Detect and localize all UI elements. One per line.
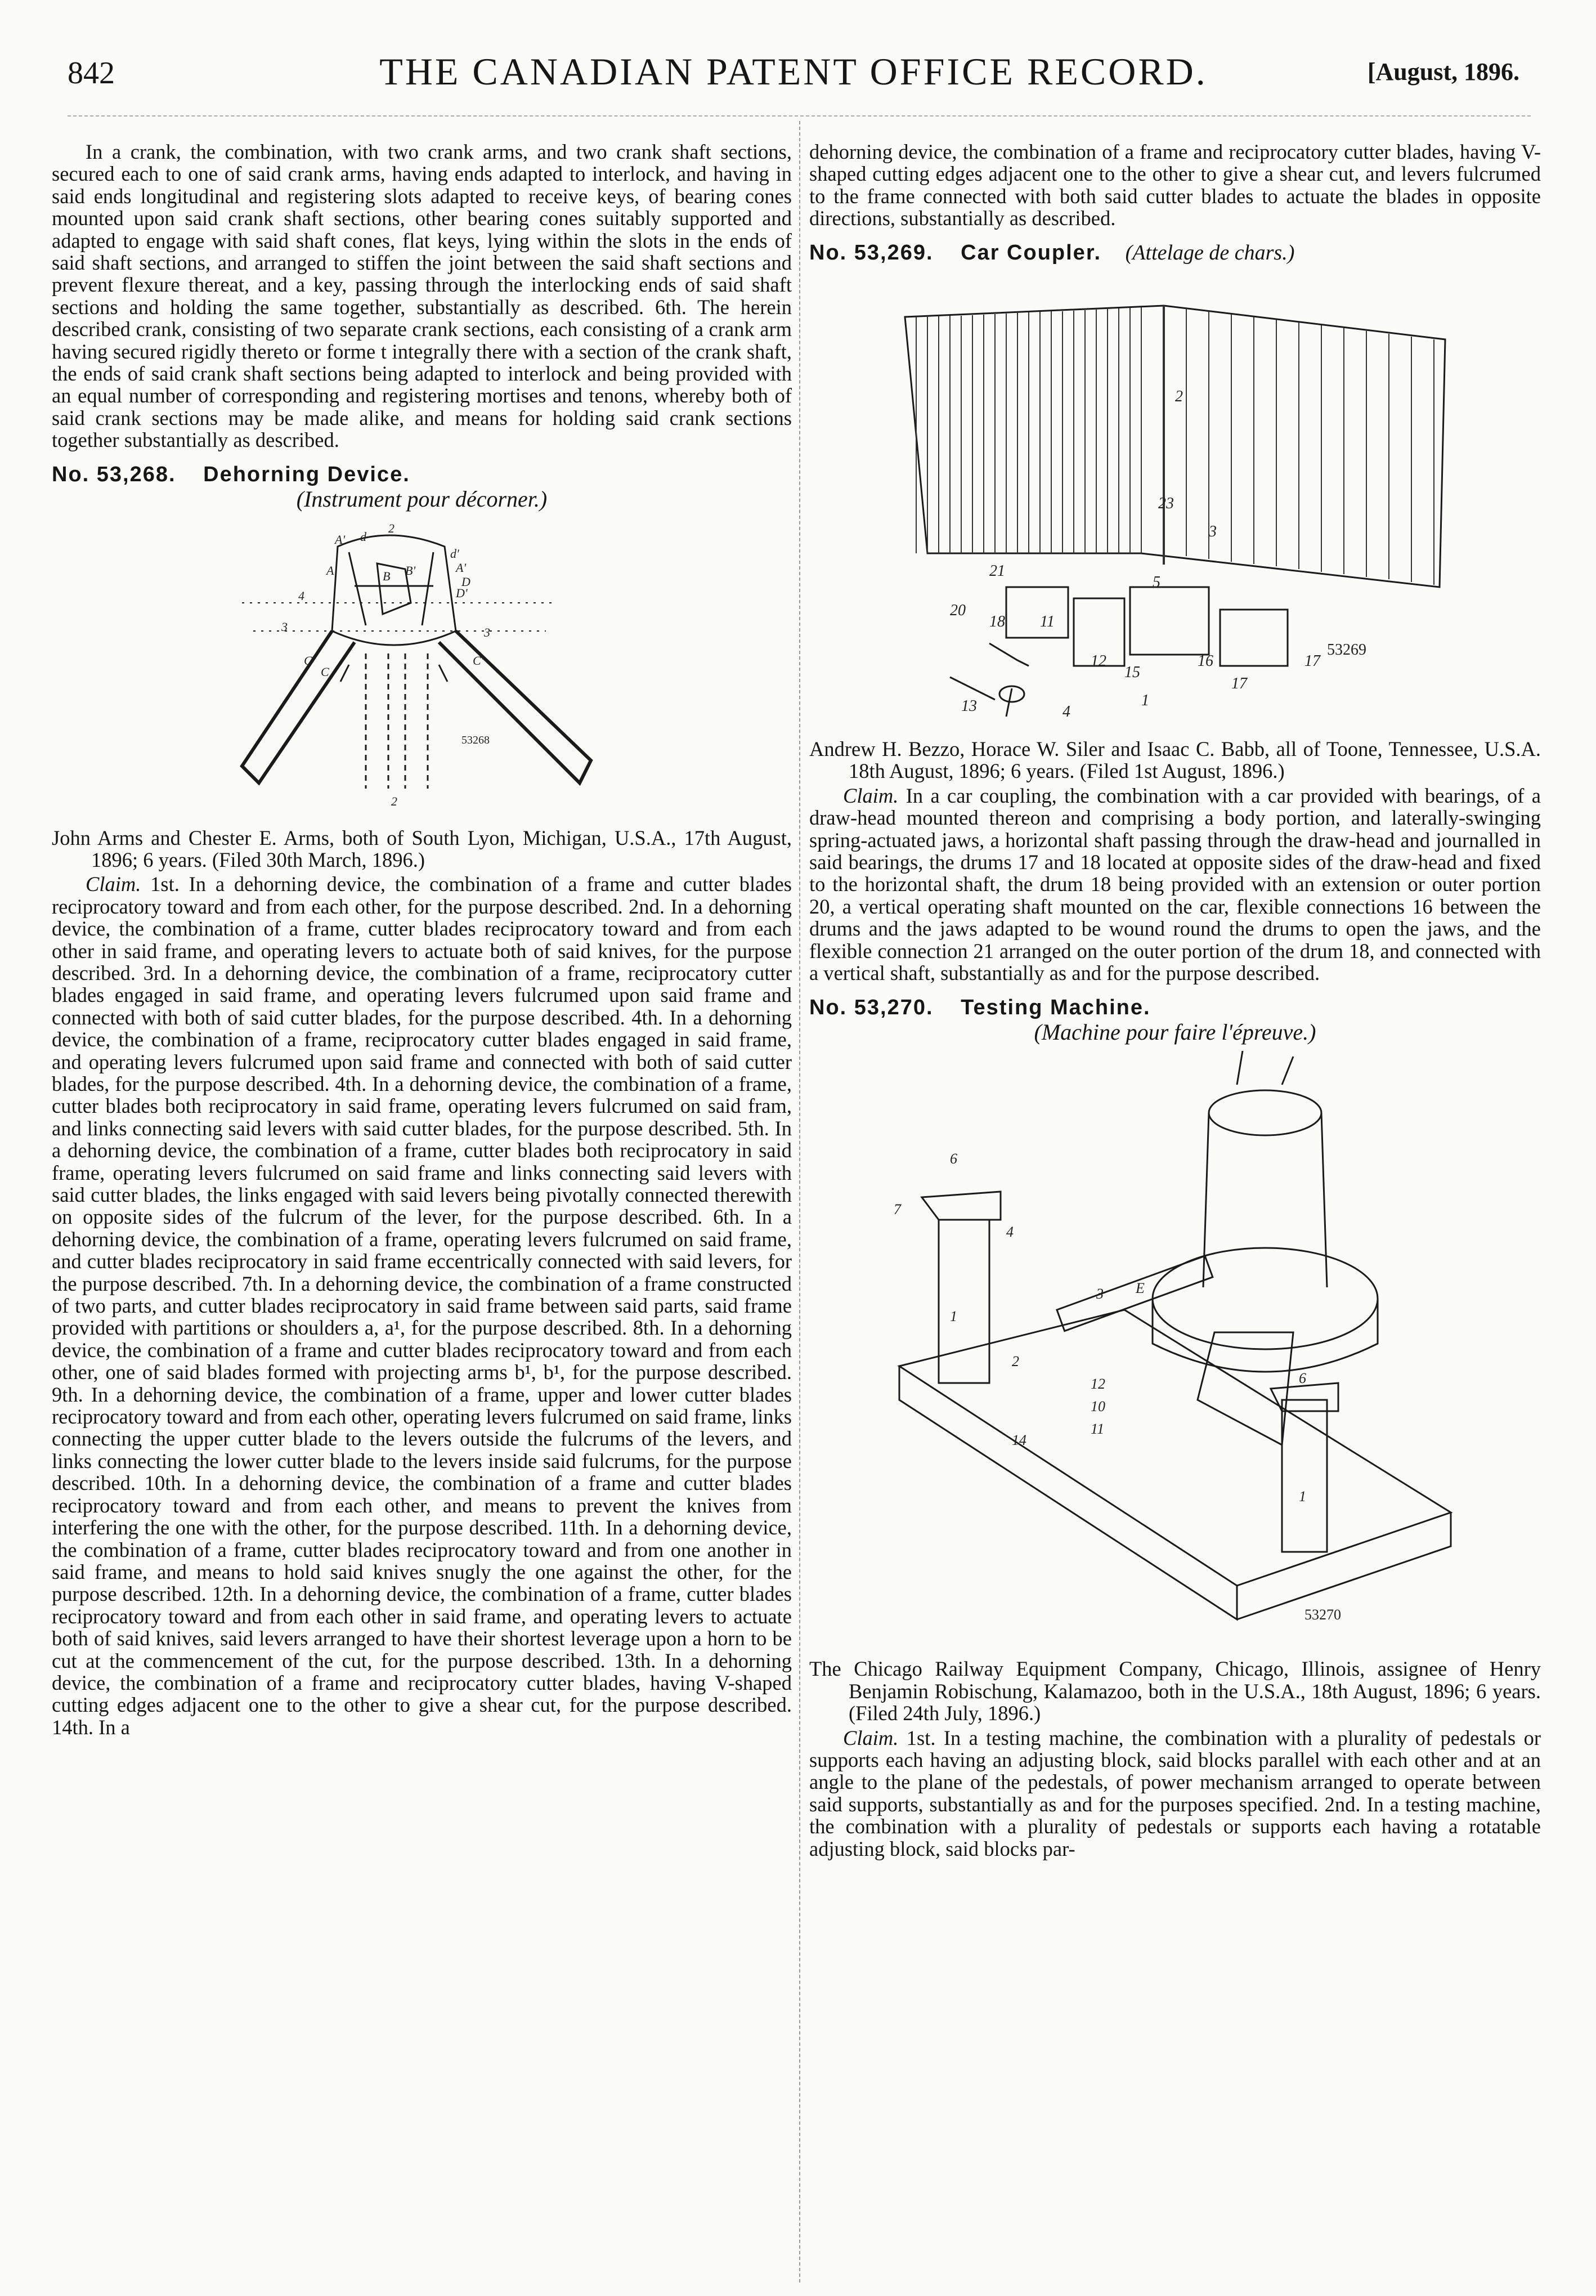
figure-testing-machine xyxy=(832,1051,1518,1642)
fig-label: 21 xyxy=(989,562,1005,580)
fig-label: B' xyxy=(405,563,415,578)
column-divider xyxy=(799,121,800,2282)
inventors: Andrew H. Bezzo, Horace W. Siler and Isaac C. Babb, all of Toone, Tennessee, U.S.A. 18th August, 1896; 6 years. (Filed 1st August, 1896.) xyxy=(809,737,1541,783)
fig-label: 11 xyxy=(1040,613,1055,631)
patent-french-title: (Machine pour faire l'épreuve.) xyxy=(1034,1019,1316,1045)
figure-dehorning-device xyxy=(219,518,625,811)
fig-label: 14 xyxy=(1012,1432,1026,1449)
fig-label: C xyxy=(320,664,329,679)
continued-claim-text: dehorning device, the combination of a frame and reciprocatory cutter blades, having V-shaped cutting edges adjacent one to the other to give a shear cut, and levers fulcrumed to the frame connected with both said cutter blades to actuate the blades in opposite directions, substantially as described. xyxy=(809,140,1541,230)
fig-label: 4 xyxy=(1062,703,1070,721)
fig-label: A' xyxy=(455,560,466,575)
fig-label: C xyxy=(303,653,312,668)
fig-label: D' xyxy=(455,585,468,600)
fig-label: 2 xyxy=(391,794,397,808)
fig-label: d' xyxy=(450,546,459,561)
header-rule xyxy=(68,115,1531,117)
claim-label: Claim. xyxy=(86,872,141,896)
fig-label: 17 xyxy=(1304,652,1320,670)
claim-paragraph xyxy=(52,873,792,1738)
fig-label: 3 xyxy=(1209,523,1217,541)
fig-label: 2 xyxy=(1012,1353,1019,1370)
fig-label: B xyxy=(382,569,390,583)
fig-label: 4 xyxy=(1006,1224,1014,1241)
fig-label: A xyxy=(326,563,334,578)
fig-label: 53270 xyxy=(1304,1606,1341,1623)
fig-label: 12 xyxy=(1091,1376,1105,1393)
fig-label: 3 xyxy=(281,619,288,634)
fig-label: 13 xyxy=(961,697,977,715)
claim-paragraph xyxy=(809,1727,1541,1860)
patent-heading-53268 xyxy=(52,464,792,486)
journal-title: THE CANADIAN PATENT OFFICE RECORD. xyxy=(379,50,1208,93)
fig-label: 1 xyxy=(950,1308,957,1325)
page-header xyxy=(68,50,1519,100)
fig-label: 53268 xyxy=(461,733,490,746)
patent-number: No. 53,270. xyxy=(809,995,934,1019)
fig-label: 3 xyxy=(1096,1286,1104,1303)
dehorning-device-drawing xyxy=(219,518,625,811)
fig-label: 3 xyxy=(483,625,490,639)
fig-label: A' xyxy=(334,532,345,547)
patent-french-title: (Attelage de chars.) xyxy=(1125,240,1295,265)
figure-car-coupler xyxy=(894,272,1456,722)
claim-label: Claim. xyxy=(843,1726,899,1749)
fig-label: d xyxy=(360,529,366,544)
fig-label: 2 xyxy=(388,521,394,535)
fig-label: C' xyxy=(472,653,483,668)
page-number: 842 xyxy=(68,56,115,91)
claim-label: Claim. xyxy=(843,784,899,807)
fig-label: 11 xyxy=(1091,1421,1105,1438)
fig-label: 18 xyxy=(989,613,1005,631)
fig-label: E xyxy=(1136,1280,1145,1297)
fig-label: 17 xyxy=(1231,675,1247,693)
right-column xyxy=(809,141,1541,1862)
patent-heading-53269 xyxy=(809,242,1541,264)
issue-date: [August, 1896. xyxy=(1367,58,1519,86)
continued-claim-text: In a crank, the combination, with two crank arms, and two crank shaft sections, secured each to one of said crank arms, having ends adapted to interlock, and having in said ends longitudinal and registering slots adapted to receive keys, of bearing cones mounted upon said crank shaft sections, other bearing cones suitably supported and adapted to engage with said shaft cones, flat keys, lying within the slots in the ends of said shaft sections, and arranged to stiffen the joint between the said shaft sections and prevent flexure thereat, and a key, passing through the interlocking ends of said shaft sections and holding the same together, substantially as described. 6th. The herein described crank, consisting of two separate crank sections, each consisting of a crank arm having secured rigidly thereto or forme t integrally there with a section of the crank shaft, the ends of said crank shaft sections being adapted to interlock and being provided with an equal number of corresponding and registering mortises and tenons, whereby both of said crank sections may be made alike, and means for holding said crank sections together substantially as described. xyxy=(52,140,792,452)
fig-label: 1 xyxy=(1141,692,1149,710)
patent-title: Dehorning Device. xyxy=(203,462,410,486)
inventors: The Chicago Railway Equipment Company, Chicago, Illinois, assignee of Henry Benjamin Robischung, Kalamazoo, both in the U.S.A., 18th August, 1896; 6 years. (Filed 24th July, 1896.) xyxy=(809,1657,1541,1725)
claim-paragraph xyxy=(809,785,1541,984)
fig-label: 4 xyxy=(298,588,304,603)
patent-title: Car Coupler. xyxy=(961,240,1102,265)
patent-french-title: (Instrument pour décorner.) xyxy=(296,486,548,512)
patent-number: No. 53,268. xyxy=(52,462,176,486)
patent-number: No. 53,269. xyxy=(809,240,934,265)
fig-label: 6 xyxy=(1299,1370,1306,1387)
fig-label: 23 xyxy=(1158,495,1174,513)
fig-label: D xyxy=(461,574,470,589)
patent-title: Testing Machine. xyxy=(961,995,1151,1019)
fig-label: 2 xyxy=(1175,388,1183,406)
inventors: John Arms and Chester E. Arms, both of South Lyon, Michigan, U.S.A., 17th August, 1896; 6 years. (Filed 30th March, 1896.) xyxy=(52,826,792,871)
fig-label: 12 xyxy=(1091,652,1106,670)
testing-machine-drawing xyxy=(832,1051,1518,1642)
car-coupler-drawing xyxy=(894,272,1456,722)
fig-label: 20 xyxy=(950,602,966,620)
fig-label: 7 xyxy=(894,1201,901,1218)
fig-label: 15 xyxy=(1124,664,1140,682)
fig-label: 6 xyxy=(950,1151,957,1167)
fig-label: 16 xyxy=(1198,652,1213,670)
fig-label: 1 xyxy=(1299,1488,1306,1505)
fig-label: 53269 xyxy=(1327,641,1366,659)
fig-label: 5 xyxy=(1153,574,1160,592)
patent-heading-53270 xyxy=(809,997,1541,1019)
left-column xyxy=(52,141,792,1740)
claim-text: In a car coupling, the combination with a car provided with bearings, of a draw-head mounted thereon and comprising a body portion, and laterally-swinging spring-actuated jaws, a horizontal shaft passing through the draw-head and journalled in said bearings, the drums 17 and 18 located at opposite sides of the draw-head and fixed to the horizontal shaft, the drum 18 being provided with an extension or outer portion 20, a vertical operating shaft mounted on the car, flexible connections 16 between the drums and the jaws adapted to be wound round the drums to open the jaws, and the flexible connection 21 arranged on the outer portion of the drum 18, and connected with a vertical shaft, substantially as and for the purpose described. xyxy=(809,784,1541,985)
claim-text: 1st. In a dehorning device, the combination of a frame and cutter blades reciprocatory toward and from each other, for the purpose described. 2nd. In a dehorning device, the combination of a frame, cutter blades reciprocatory toward and from each other in said frame, and operating levers to actuate both of said knives, for the purpose described. 3rd. In a dehorning device, the combination of a frame, reciprocatory cutter blades engaged in said frame, and operating levers fulcrumed upon said frame and connected with both of said cutter blades, for the purpose described. 4th. In a dehorning device, the combination of a frame, reciprocatory cutter blades engaged in said frame, and operating levers fulcrumed upon said frame and connected with both of said cutter blades, for the purpose described. 4th. In a dehorning device, the combination of a frame, cutter blades both reciprocatory in said frame, operating levers fulcrumed on said fram, and links connecting said levers with said cutter blades, for the purpose described. 5th. In a dehorning device, the combination of a frame, cutter blades both reciprocatory in said frame, operating levers fulcrumed on said frame and links connecting said levers with said cutter blades, the links engaged with said levers being pivotally connected therewith on opposite sides of the fulcrum of the lever, for the purpose described. 6th. In a dehorning device, the combination of a frame, operating levers fulcrumed on said frame, and cutter blades reciprocatory in said frame eccentrically connected with said levers, for the purpose described. 7th. In a dehorning device, the combination of a frame constructed of two parts, and cutter blades reciprocatory in said frame between said parts, said frame provided with partitions or shoulders a, a¹, for the purpose described. 8th. In a dehorning device, the combination of a frame and cutter blades reciprocatory toward and from each other, one of said blades formed with projecting arms b¹, b¹, for the purpose described. 9th. In a dehorning device, the combination of a frame, upper and lower cutter blades reciprocatory toward and from each other, operating levers fulcrumed on said frame, links connecting the upper cutter blade to the levers outside the fulcrums of the levers, and links connecting the lower cutter blade to the levers inside said fulcrums, for the purpose described. 10th. In a dehorning device, the combination of a frame and cutter blades reciprocatory toward and from each other, and means to prevent the knives from interfering the one with the other, for the purpose described. 11th. In a dehorning device, the combination of a frame, cutter blades reciprocatory toward and from one another in said frame, and means to hold said knives snugly the one against the other, for the purpose described. 12th. In a dehorning device, the combination of a frame, cutter blades reciprocatory toward and from each other in said frame, and operating levers to actuate both of said knives, said levers arranged to have their shortest leverage upon a horn to be cut at the commencement of the cut, for the purpose described. 13th. In a dehorning device, the combination of a frame and reciprocatory cutter blades, having V-shaped cutting edges adjacent one to the other to give a shear cut, for the purpose described. 14th. In a xyxy=(52,872,792,1739)
claim-text: 1st. In a testing machine, the combination with a plurality of pedestals or supports each having an adjusting block, said blocks parallel with each other and at an angle to the plane of the pedestals, of power mechanism arranged to operate between said supports, substantially as and for the purposes specified. 2nd. In a testing machine, the combination with a plurality of pedestals or supports each having a rotatable adjusting block, said blocks par- xyxy=(809,1726,1541,1860)
fig-label: 10 xyxy=(1091,1398,1105,1415)
